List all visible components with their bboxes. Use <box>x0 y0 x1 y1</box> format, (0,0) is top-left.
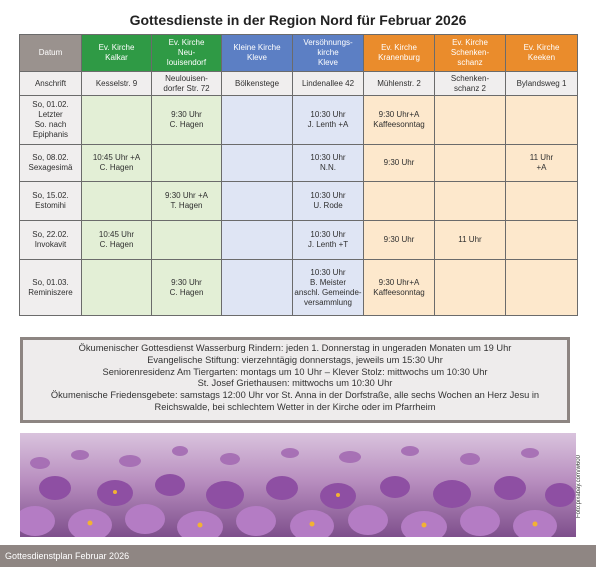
service-cell <box>152 221 222 260</box>
column-header-church: Ev. Kirche Kalkar <box>82 35 152 72</box>
service-cell: 9:30 Uhr+A Kaffeesonntag <box>364 260 435 316</box>
address-cell: Bölkenstege <box>222 72 293 96</box>
table-row <box>20 182 578 221</box>
service-cell: 10:45 Uhr C. Hagen <box>82 221 152 260</box>
service-cell <box>364 182 435 221</box>
address-label: Anschrift <box>20 72 82 96</box>
address-cell: Lindenallee 42 <box>293 72 364 96</box>
note-line: Ökumenischer Gottesdienst Wasserburg Rindern: jeden 1. Donnerstag in ungeraden Monaten um 19 Uhr <box>78 343 512 353</box>
service-cell <box>82 96 152 145</box>
crocus-field-image <box>20 433 576 537</box>
address-row <box>20 72 578 96</box>
service-cell: 9:30 Uhr C. Hagen <box>152 260 222 316</box>
footer-bar: Gottesdienstplan Februar 2026 <box>0 545 596 567</box>
column-header-church: Ev. Kirche Schenken- schanz <box>435 35 506 72</box>
service-cell <box>435 260 506 316</box>
address-cell: Kesselstr. 9 <box>82 72 152 96</box>
service-cell <box>435 182 506 221</box>
service-cell: 9:30 Uhr <box>364 145 435 182</box>
service-cell <box>222 182 293 221</box>
service-cell: 9:30 Uhr <box>364 221 435 260</box>
address-cell: Schenken- schanz 2 <box>435 72 506 96</box>
photo-credit: Foto:pixabay.com/w600 <box>576 455 582 519</box>
service-cell <box>506 221 578 260</box>
address-cell: Neulouisen- dorfer Str. 72 <box>152 72 222 96</box>
service-cell <box>222 260 293 316</box>
service-cell: 10:30 Uhr N.N. <box>293 145 364 182</box>
service-cell: 11 Uhr +A <box>506 145 578 182</box>
service-cell: 10:30 Uhr J. Lenth +T <box>293 221 364 260</box>
address-cell: Mühlenstr. 2 <box>364 72 435 96</box>
service-cell <box>506 96 578 145</box>
service-cell: 9:30 Uhr +A T. Hagen <box>152 182 222 221</box>
service-cell: 9:30 Uhr C. Hagen <box>152 96 222 145</box>
service-cell <box>82 182 152 221</box>
service-cell <box>506 182 578 221</box>
service-cell <box>506 260 578 316</box>
service-schedule-table <box>19 34 578 316</box>
table-header-row <box>20 35 578 72</box>
note-line: Reichswalde, bei schlechtem Wetter in der Kirche oder im Pfarrheim <box>154 401 436 412</box>
date-cell: So, 01.02. Letzter So. nach Epiphanis <box>20 96 82 145</box>
service-cell <box>222 145 293 182</box>
table-row <box>20 221 578 260</box>
column-header-church: Ev. Kirche Keeken <box>506 35 578 72</box>
service-cell: 11 Uhr <box>435 221 506 260</box>
service-cell <box>82 260 152 316</box>
date-cell: So, 15.02. Estomihi <box>20 182 82 221</box>
note-line: St. Josef Griethausen: mittwochs um 10:30 Uhr <box>197 378 393 389</box>
note-line: Ökumenische Friedensgebete: samstags 12:00 Uhr vor St. Anna in der Dorfstraße, alle sechs Wochen an Herz Jesu in <box>50 390 540 401</box>
table-row <box>20 145 578 182</box>
service-cell <box>435 96 506 145</box>
date-cell: So, 01.03. Reminiszere <box>20 260 82 316</box>
service-cell <box>222 96 293 145</box>
column-header-datum: Datum <box>20 35 82 72</box>
crocus-illustration <box>20 433 576 537</box>
additional-services-box <box>20 337 570 423</box>
page-title: Gottesdienste in der Region Nord für Februar 2026 <box>129 12 467 28</box>
column-header-church: Ev. Kirche Kranenburg <box>364 35 435 72</box>
column-header-church: Kleine Kirche Kleve <box>222 35 293 72</box>
service-cell: 10:45 Uhr +A C. Hagen <box>82 145 152 182</box>
column-header-church: Ev. Kirche Neu- louisendorf <box>152 35 222 72</box>
address-cell: Bylandsweg 1 <box>506 72 578 96</box>
date-cell: So, 08.02. Sexagesimä <box>20 145 82 182</box>
service-cell: 10:30 Uhr B. Meister anschl. Gemeinde- versammlung <box>293 260 364 316</box>
service-cell <box>152 145 222 182</box>
table-row <box>20 260 578 316</box>
note-line: Evangelische Stiftung: vierzehntägig donnerstags, jeweils um 15:30 Uhr <box>147 354 443 365</box>
table-row <box>20 96 578 145</box>
service-cell: 10:30 Uhr J. Lenth +A <box>293 96 364 145</box>
date-cell: So, 22.02. Invokavit <box>20 221 82 260</box>
column-header-church: Versöhnungs- kirche Kleve <box>293 35 364 72</box>
note-line: Seniorenresidenz Am Tiergarten: montags um 10 Uhr – Klever Stolz: mittwochs um 10:30 Uhr <box>102 366 488 377</box>
service-cell: 10:30 Uhr U. Rode <box>293 182 364 221</box>
service-cell: 9:30 Uhr+A Kaffeesonntag <box>364 96 435 145</box>
service-cell <box>222 221 293 260</box>
service-cell <box>435 145 506 182</box>
